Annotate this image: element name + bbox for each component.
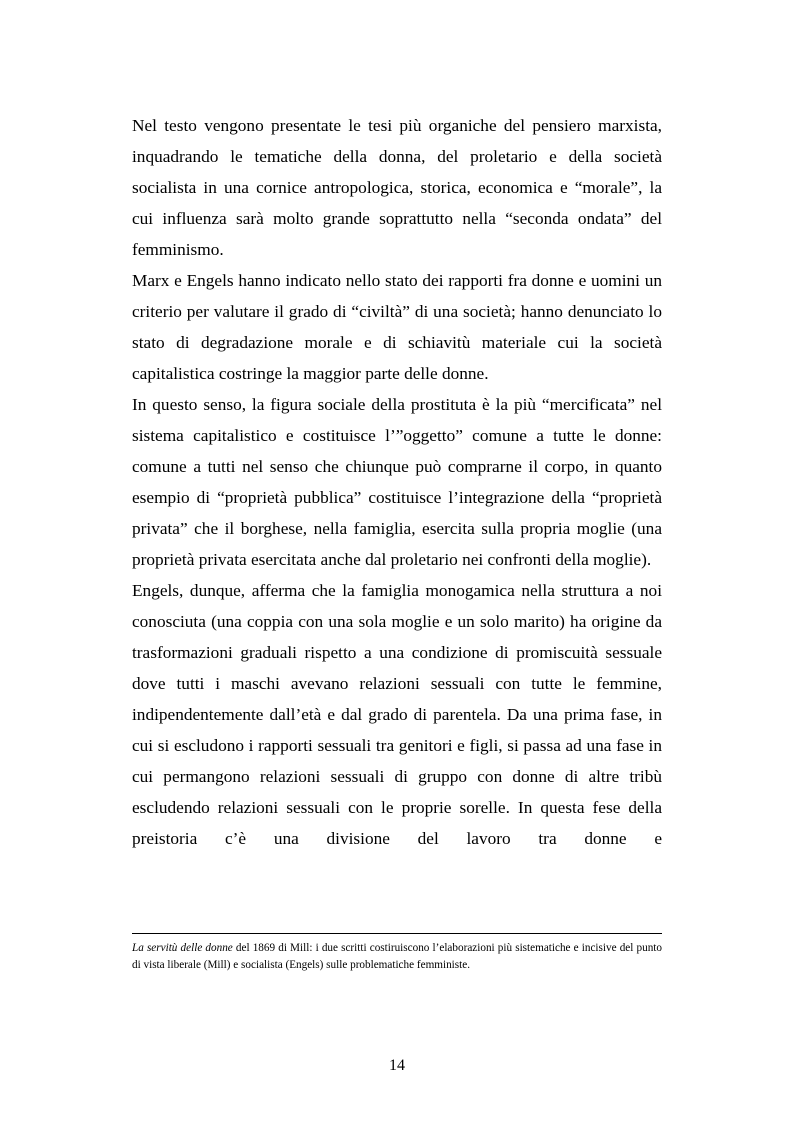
paragraph: Marx e Engels hanno indicato nello stato dei rapporti fra donne e uomini un criterio per valutare il grado di “civiltà” di una società; hanno denunciato lo stato di degradazione morale e di schiavitù materiale cui la società capitalistica costringe la maggior parte delle donne. — [132, 271, 662, 383]
footnote-book-title: La servitù delle donne — [132, 942, 233, 954]
footnote — [132, 940, 662, 974]
footnote-text: del 1869 di Mill: i due scritti costiruiscono l’elaborazioni più sistematiche e incisive del punto di vista liberale (Mill) e socialista (Engels) sulle problematiche femministe. — [132, 942, 662, 971]
page-number: 14 — [389, 1057, 405, 1074]
paragraph: Nel testo vengono presentate le tesi più organiche del pensiero marxista, inquadrando le tematiche della donna, del proletario e della società socialista in una cornice antropologica, storica, economica e “morale”, la cui influenza sarà molto grande soprattutto nella “seconda ondata” del femminismo. — [132, 116, 662, 259]
footnote-separator — [132, 933, 662, 934]
paragraph: Engels, dunque, afferma che la famiglia monogamica nella struttura a noi conosciuta (una coppia con una sola moglie e un solo marito) ha origine da trasformazioni graduali rispetto a una condizione di promiscuità sessuale dove tutti i maschi avevano relazioni sessuali con tutte le femmine, indipendentemente dall’età e dal grado di parentela. Da una prima fase, in cui si escludono i rapporti sessuali tra genitori e figli, si passa ad una fase in cui permangono relazioni sessuali di gruppo con donne di altre tribù escludendo relazioni sessuali con le proprie sorelle. In questa fese della preistoria c’è una divisione del lavoro tra donne e — [132, 581, 662, 848]
body-text — [132, 110, 662, 854]
paragraph: In questo senso, la figura sociale della prostituta è la più “mercificata” nel sistema capitalistico e costituisce l’”oggetto” comune a tutte le donne: comune a tutti nel senso che chiunque può comprarne il corpo, in quanto esempio di “proprietà pubblica” costituisce l’integrazione della “proprietà privata” che il borghese, nella famiglia, esercita sulla propria moglie (una proprietà privata esercitata anche dal proletario nei confronti della moglie). — [132, 395, 662, 569]
